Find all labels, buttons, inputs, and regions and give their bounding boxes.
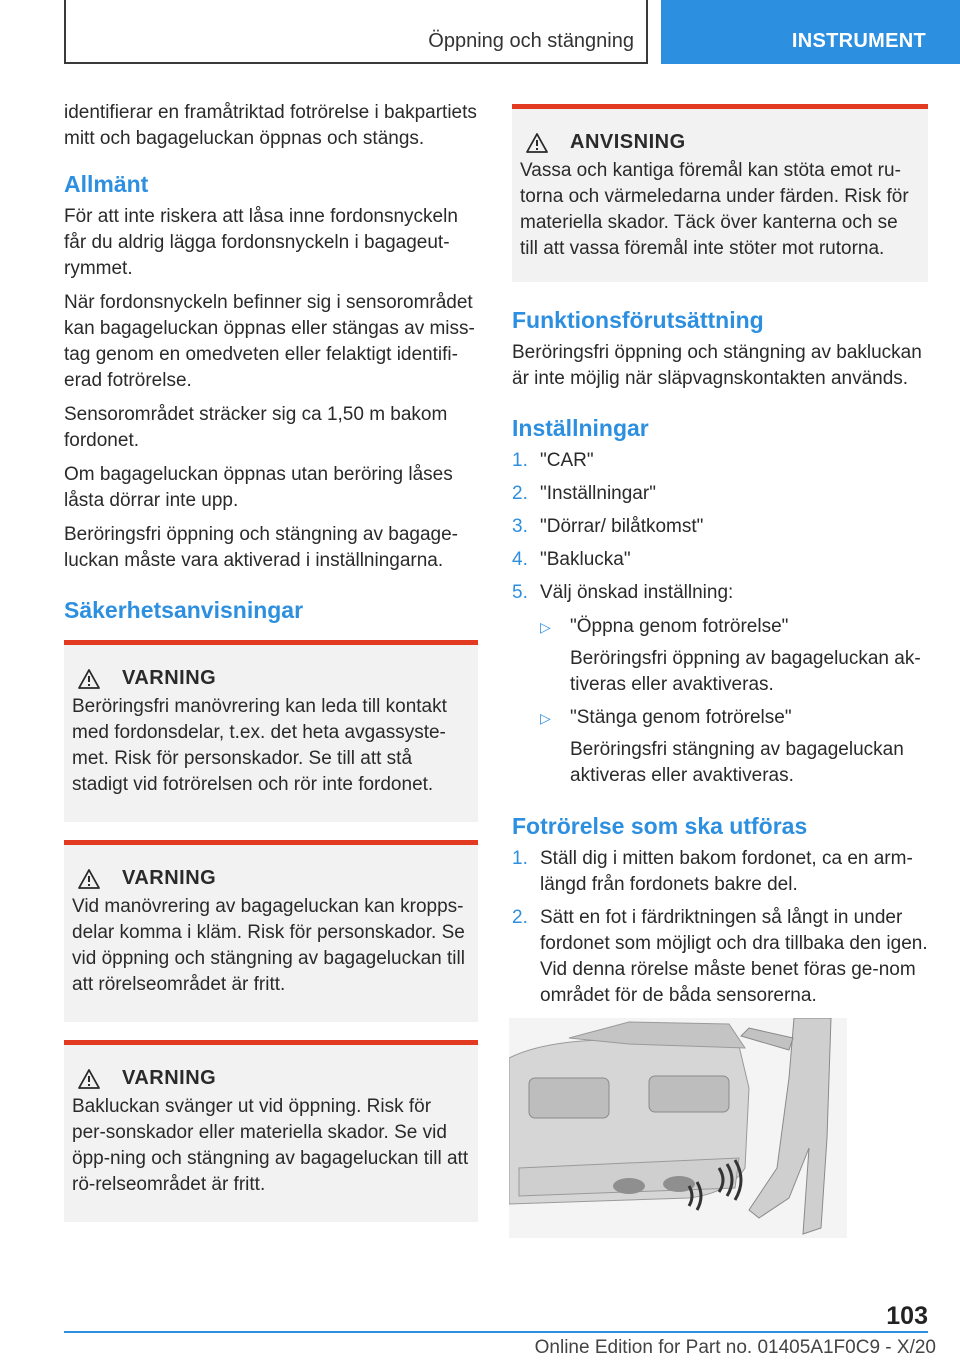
intro-text: identifierar en framåtriktad fotrörelse i bakpartiets mitt och bagageluckan öppnas och stängs.: [64, 102, 477, 149]
heading-sakerhet: Säkerhetsanvisningar: [64, 597, 304, 623]
right-column: [512, 104, 928, 1016]
header-frame: [64, 0, 648, 64]
warning-label: VARNING: [122, 867, 217, 889]
paragraph: Sensorområdet sträcker sig ca 1,50 m bakom fordonet.: [64, 404, 448, 451]
warning-text: Bakluckan svänger ut vid öppning. Risk för per-sonskador eller materiella skador. Se vid öpp-ning och stängning av bagageluckan till att rö-relseområdet är fritt.: [72, 1096, 469, 1195]
heading-fotrorelse: Fotrörelse som ska utföras: [512, 813, 808, 839]
left-column: [64, 100, 478, 1222]
paragraph: Beröringsfri öppning och stängning av bagage-luckan måste vara aktiverad i inställningarna.: [64, 524, 458, 571]
paragraph: För att inte riskera att låsa inne fordonsnyckeln får du aldrig lägga fordonsnyckeln i bagageut-rymmet.: [64, 206, 458, 279]
list-item: 5. Välj önskad inställning: ▷ "Öppna genom fotrörelse" Beröringsfri öppning av bagageluckan ak-tiveras eller avaktiveras. ▷ "Stänga genom fotrörelse" Beröringsfri stängning av bagageluckan aktiveras eller avaktiveras.: [512, 580, 928, 796]
warning-box: [64, 840, 478, 1022]
notice-text: Vassa och kantiga föremål kan stöta emot ru-torna och värmeledarna under färden. Risk för materiella skador. Täck över kanterna och se till att vassa föremål inte stöter mot rutorna.: [520, 160, 909, 259]
heading-funktion: Funktionsförutsättning: [512, 307, 764, 333]
section-title: Öppning och stängning: [428, 30, 634, 52]
foot-gesture-illustration: [509, 1018, 847, 1238]
list-item: 3. "Dörrar/ bilåtkomst": [512, 516, 704, 537]
triangle-bullet-icon: ▷: [540, 619, 551, 635]
warning-triangle-icon: [78, 1069, 100, 1089]
list-item: 1. Ställ dig i mitten bakom fordonet, ca en arm-längd från fordonets bakre del.: [512, 848, 913, 895]
heading-allmant: Allmänt: [64, 171, 149, 197]
foot-steps: [512, 846, 928, 1009]
warning-text: Vid manövrering av bagageluckan kan kropps-delar komma i kläm. Risk för personskador. Se vid öppning och stängning av bagageluckan till att rörelseområdet är fritt.: [72, 896, 465, 995]
settings-steps: [512, 448, 928, 796]
warning-triangle-icon: [78, 669, 100, 689]
page-number: 103: [886, 1302, 928, 1330]
notice-box: [512, 104, 928, 282]
option-item: ▷ "Stänga genom fotrörelse" Beröringsfri stängning av bagageluckan aktiveras eller avaktiveras.: [540, 705, 928, 789]
list-item: 2. "Inställningar": [512, 483, 656, 504]
warning-label: VARNING: [122, 667, 217, 689]
heading-installningar: Inställningar: [512, 415, 649, 441]
warning-triangle-icon: [78, 869, 100, 889]
paragraph: Beröringsfri öppning och stängning av bakluckan är inte möjlig när släpvagnskontakten används.: [512, 342, 922, 389]
edition-text: Online Edition for Part no. 01405A1F0C9 - X/20: [534, 1337, 936, 1358]
warning-box: [64, 1040, 478, 1222]
chapter-tab-label: INSTRUMENT: [791, 30, 926, 52]
option-item: ▷ "Öppna genom fotrörelse" Beröringsfri öppning av bagageluckan ak-tiveras eller avaktiveras.: [540, 614, 928, 698]
list-item: 4. "Baklucka": [512, 549, 631, 570]
warning-label: VARNING: [122, 1067, 217, 1089]
paragraph: Om bagageluckan öppnas utan beröring låses låsta dörrar inte upp.: [64, 464, 453, 511]
warning-box: [64, 640, 478, 822]
footer-divider: [64, 1331, 928, 1333]
warning-text: Beröringsfri manövrering kan leda till kontakt med fordonsdelar, t.ex. det heta avgassyste-met. Risk för personskador. Se till att stå stadigt vid fotrörelsen och rör inte fordonet.: [72, 696, 447, 795]
chapter-tab[interactable]: [661, 0, 960, 64]
notice-label: ANVISNING: [570, 131, 686, 153]
list-item: 2. Sätt en fot i färdriktningen så långt in under fordonet som möjligt och dra tillbaka den igen. Vid denna rörelse måste benet föras ge-nom området för de båda sensorerna.: [512, 907, 928, 1006]
paragraph: När fordonsnyckeln befinner sig i sensorområdet kan bagageluckan öppnas eller stängas av miss-tag genom en omedveten eller felaktigt identifi-erad fotrörelse.: [64, 292, 475, 391]
car-rear-illustration: [509, 1018, 847, 1238]
list-item: 1. "CAR": [512, 450, 594, 471]
triangle-bullet-icon: ▷: [540, 710, 551, 726]
option-list: [540, 614, 928, 789]
notice-triangle-icon: [526, 133, 548, 153]
